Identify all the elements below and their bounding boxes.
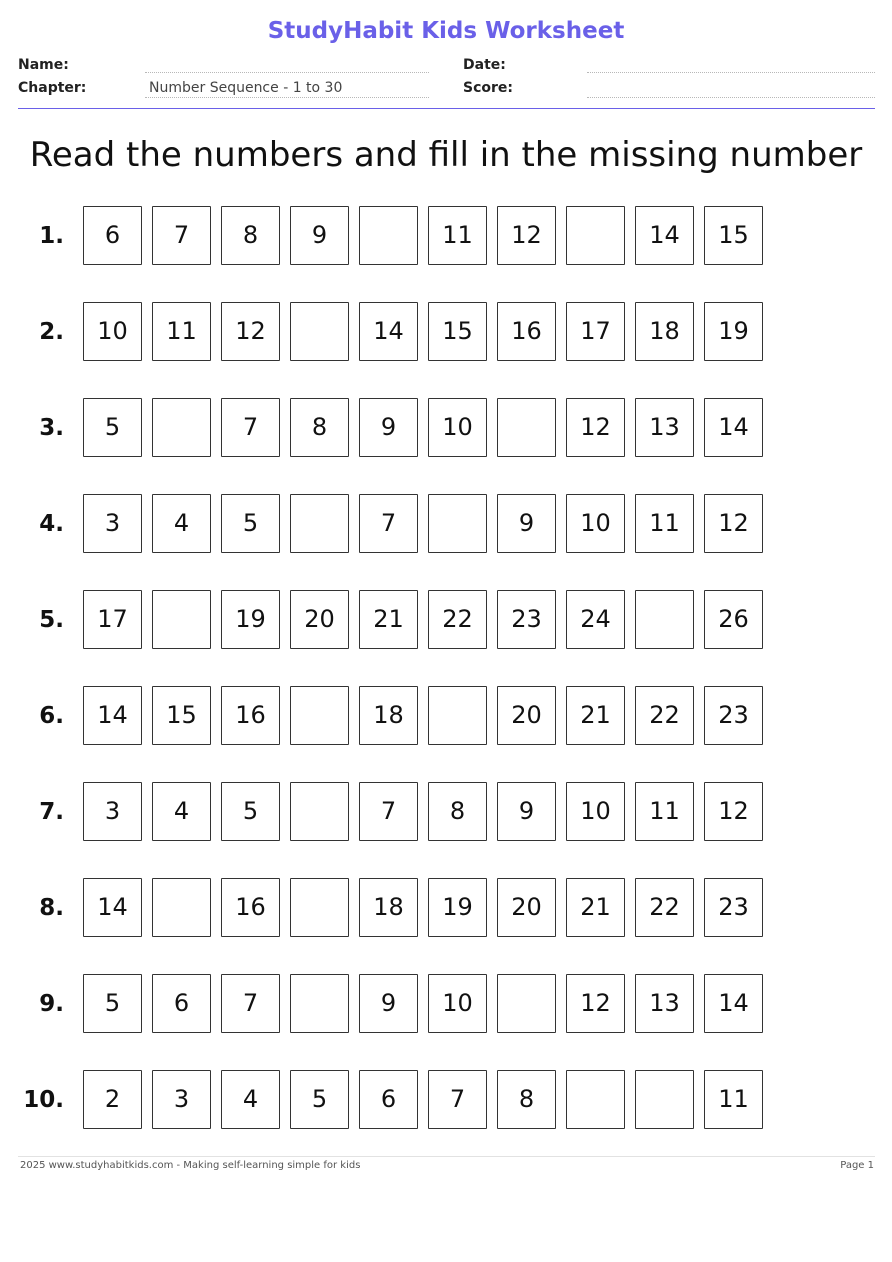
number-box: 19 (221, 590, 280, 649)
instruction-text: Read the numbers and fill in the missing number (29, 135, 863, 175)
number-box: 9 (497, 494, 556, 553)
number-box: 20 (497, 878, 556, 937)
number-box: 11 (635, 494, 694, 553)
number-box: 5 (83, 974, 142, 1033)
number-box: 4 (152, 494, 211, 553)
answer-box[interactable] (290, 686, 349, 745)
number-box: 9 (359, 398, 418, 457)
number-box: 8 (497, 1070, 556, 1129)
question-number: 3. (39, 415, 64, 441)
number-box: 7 (221, 398, 280, 457)
answer-box[interactable] (566, 1070, 625, 1129)
answer-box[interactable] (152, 398, 211, 457)
number-box: 10 (428, 974, 487, 1033)
answer-box[interactable] (359, 206, 418, 265)
question-row (0, 686, 892, 746)
number-box: 11 (428, 206, 487, 265)
number-box: 12 (704, 494, 763, 553)
number-box: 12 (221, 302, 280, 361)
question-number: 1. (39, 223, 64, 249)
score-field-line[interactable] (587, 97, 875, 98)
number-box: 7 (359, 494, 418, 553)
number-box: 3 (83, 494, 142, 553)
question-number: 10. (23, 1087, 64, 1113)
number-box: 4 (221, 1070, 280, 1129)
question-number: 4. (39, 511, 64, 537)
number-box: 6 (83, 206, 142, 265)
number-box: 17 (566, 302, 625, 361)
number-box: 12 (566, 398, 625, 457)
number-box: 9 (497, 782, 556, 841)
number-box: 11 (704, 1070, 763, 1129)
question-number: 7. (39, 799, 64, 825)
number-box: 8 (428, 782, 487, 841)
number-box: 14 (83, 878, 142, 937)
answer-box[interactable] (566, 206, 625, 265)
number-box: 8 (221, 206, 280, 265)
number-box: 14 (704, 974, 763, 1033)
answer-box[interactable] (428, 494, 487, 553)
number-box: 16 (221, 686, 280, 745)
chapter-value: Number Sequence - 1 to 30 (149, 80, 343, 96)
number-box: 12 (704, 782, 763, 841)
number-box: 7 (221, 974, 280, 1033)
question-row (0, 398, 892, 458)
number-box: 19 (704, 302, 763, 361)
number-box: 22 (635, 686, 694, 745)
worksheet-title: StudyHabit Kids Worksheet (267, 18, 625, 44)
name-field-line[interactable] (145, 72, 429, 73)
question-row (0, 494, 892, 554)
number-box: 18 (635, 302, 694, 361)
answer-box[interactable] (635, 1070, 694, 1129)
number-box: 23 (704, 878, 763, 937)
answer-box[interactable] (290, 878, 349, 937)
number-box: 21 (359, 590, 418, 649)
number-box: 17 (83, 590, 142, 649)
number-box: 23 (497, 590, 556, 649)
number-box: 21 (566, 878, 625, 937)
answer-box[interactable] (290, 782, 349, 841)
number-box: 12 (497, 206, 556, 265)
number-box: 9 (290, 206, 349, 265)
number-box: 14 (704, 398, 763, 457)
number-box: 5 (290, 1070, 349, 1129)
number-box: 8 (290, 398, 349, 457)
number-box: 7 (152, 206, 211, 265)
question-row (0, 878, 892, 938)
number-box: 21 (566, 686, 625, 745)
number-box: 2 (83, 1070, 142, 1129)
number-box: 10 (83, 302, 142, 361)
number-box: 18 (359, 878, 418, 937)
answer-box[interactable] (152, 878, 211, 937)
number-box: 3 (83, 782, 142, 841)
number-box: 9 (359, 974, 418, 1033)
question-row (0, 782, 892, 842)
number-box: 20 (290, 590, 349, 649)
number-box: 14 (635, 206, 694, 265)
number-box: 12 (566, 974, 625, 1033)
date-label: Date: (463, 57, 506, 73)
number-box: 6 (152, 974, 211, 1033)
question-number: 9. (39, 991, 64, 1017)
number-box: 4 (152, 782, 211, 841)
number-box: 11 (152, 302, 211, 361)
number-box: 19 (428, 878, 487, 937)
name-label: Name: (18, 57, 69, 73)
number-box: 15 (152, 686, 211, 745)
number-box: 22 (635, 878, 694, 937)
number-box: 14 (359, 302, 418, 361)
answer-box[interactable] (290, 494, 349, 553)
number-box: 10 (566, 494, 625, 553)
question-row (0, 302, 892, 362)
chapter-label: Chapter: (18, 80, 87, 96)
number-box: 7 (359, 782, 418, 841)
number-box: 11 (635, 782, 694, 841)
chapter-field-line (145, 97, 429, 98)
footer-divider (18, 1156, 875, 1157)
number-box: 5 (221, 782, 280, 841)
question-row (0, 974, 892, 1034)
answer-box[interactable] (152, 590, 211, 649)
answer-box[interactable] (290, 974, 349, 1033)
number-box: 23 (704, 686, 763, 745)
number-box: 5 (221, 494, 280, 553)
answer-box[interactable] (635, 590, 694, 649)
number-box: 24 (566, 590, 625, 649)
number-box: 22 (428, 590, 487, 649)
number-box: 14 (83, 686, 142, 745)
question-number: 6. (39, 703, 64, 729)
number-box: 15 (428, 302, 487, 361)
answer-box[interactable] (497, 974, 556, 1033)
question-row (0, 1070, 892, 1130)
answer-box[interactable] (428, 686, 487, 745)
question-number: 2. (39, 319, 64, 345)
number-box: 16 (221, 878, 280, 937)
number-box: 18 (359, 686, 418, 745)
number-box: 13 (635, 974, 694, 1033)
footer-copyright: 2025 www.studyhabitkids.com - Making self-learning simple for kids (20, 1160, 361, 1171)
number-box: 3 (152, 1070, 211, 1129)
question-number: 5. (39, 607, 64, 633)
number-box: 7 (428, 1070, 487, 1129)
number-box: 20 (497, 686, 556, 745)
answer-box[interactable] (497, 398, 556, 457)
number-box: 10 (428, 398, 487, 457)
number-box: 26 (704, 590, 763, 649)
number-box: 15 (704, 206, 763, 265)
question-row (0, 206, 892, 266)
answer-box[interactable] (290, 302, 349, 361)
number-box: 5 (83, 398, 142, 457)
number-box: 13 (635, 398, 694, 457)
score-label: Score: (463, 80, 513, 96)
date-field-line[interactable] (587, 72, 875, 73)
header-divider (18, 108, 875, 109)
number-box: 16 (497, 302, 556, 361)
page-number: Page 1 (840, 1160, 874, 1171)
question-row (0, 590, 892, 650)
number-box: 10 (566, 782, 625, 841)
question-number: 8. (39, 895, 64, 921)
number-box: 6 (359, 1070, 418, 1129)
